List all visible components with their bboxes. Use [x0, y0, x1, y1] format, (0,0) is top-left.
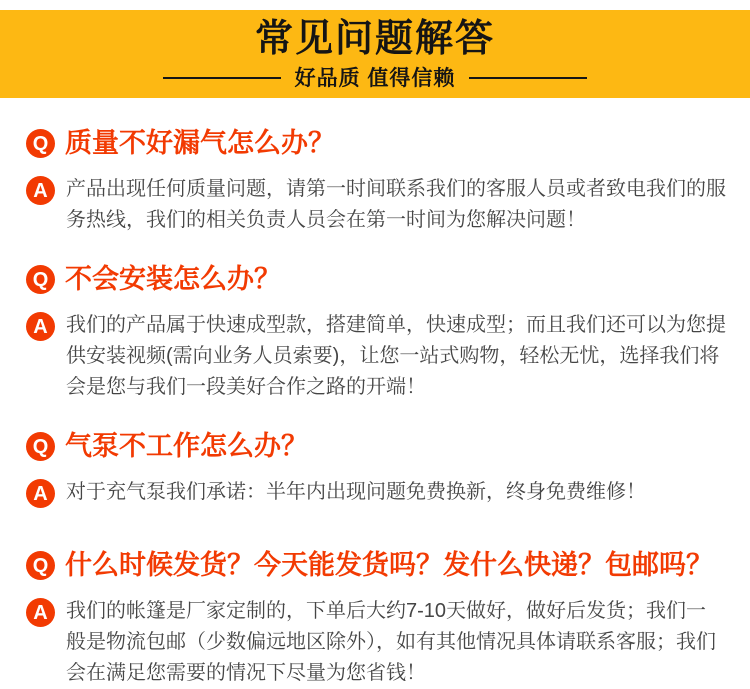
header-banner — [0, 10, 750, 98]
a-badge-icon: A — [26, 176, 55, 205]
page-title: 常见问题解答 — [254, 17, 495, 60]
subtitle-line-right — [469, 77, 587, 79]
a-badge-icon: A — [26, 479, 55, 508]
answer-text: 我们的帐篷是厂家定制的，下单后大约7-10天做好，做好后发货；我们一般是物流包邮（少数偏远地区除外），如有其他情况具体请联系客服；我们会在满足您需要的情况下尽量为您省钱！ — [66, 600, 716, 685]
question-row — [26, 264, 726, 295]
faq-item — [26, 264, 726, 403]
q-badge-icon: Q — [26, 129, 55, 158]
faq-list — [0, 128, 750, 689]
answer-row — [26, 310, 726, 403]
faq-item — [26, 431, 726, 508]
answer-row — [26, 174, 726, 236]
subtitle-row — [163, 68, 588, 89]
q-badge-icon: Q — [26, 432, 55, 461]
question-text: 气泵不工作怎么办？ — [65, 431, 308, 462]
question-text: 什么时候发货？今天能发货吗？发什么快递？包邮吗？ — [65, 550, 713, 581]
subtitle-text: 好品质 值得信赖 — [294, 66, 456, 90]
answer-text: 产品出现任何质量问题，请第一时间联系我们的客服人员或者致电我们的服务热线，我们的相关负责人员会在第一时间为您解决问题！ — [66, 178, 726, 232]
faq-item — [26, 550, 726, 689]
q-badge-icon: Q — [26, 551, 55, 580]
question-row — [26, 128, 726, 159]
question-row — [26, 550, 726, 581]
answer-text: 对于充气泵我们承诺：半年内出现问题免费换新，终身免费维修！ — [66, 481, 646, 504]
question-row — [26, 431, 726, 462]
answer-text: 我们的产品属于快速成型款，搭建简单，快速成型；而且我们还可以为您提供安装视频(需向业务人员索要)，让您一站式购物，轻松无忧，选择我们将会是您与我们一段美好合作之路的开端！ — [66, 314, 726, 399]
a-badge-icon: A — [26, 312, 55, 341]
question-text: 质量不好漏气怎么办？ — [65, 128, 335, 158]
question-text: 不会安装怎么办？ — [65, 264, 281, 295]
a-badge-icon: A — [26, 598, 55, 627]
subtitle-line-left — [163, 77, 281, 79]
faq-item — [26, 128, 726, 236]
q-badge-icon: Q — [26, 265, 55, 294]
answer-row — [26, 596, 726, 689]
answer-row — [26, 477, 726, 508]
